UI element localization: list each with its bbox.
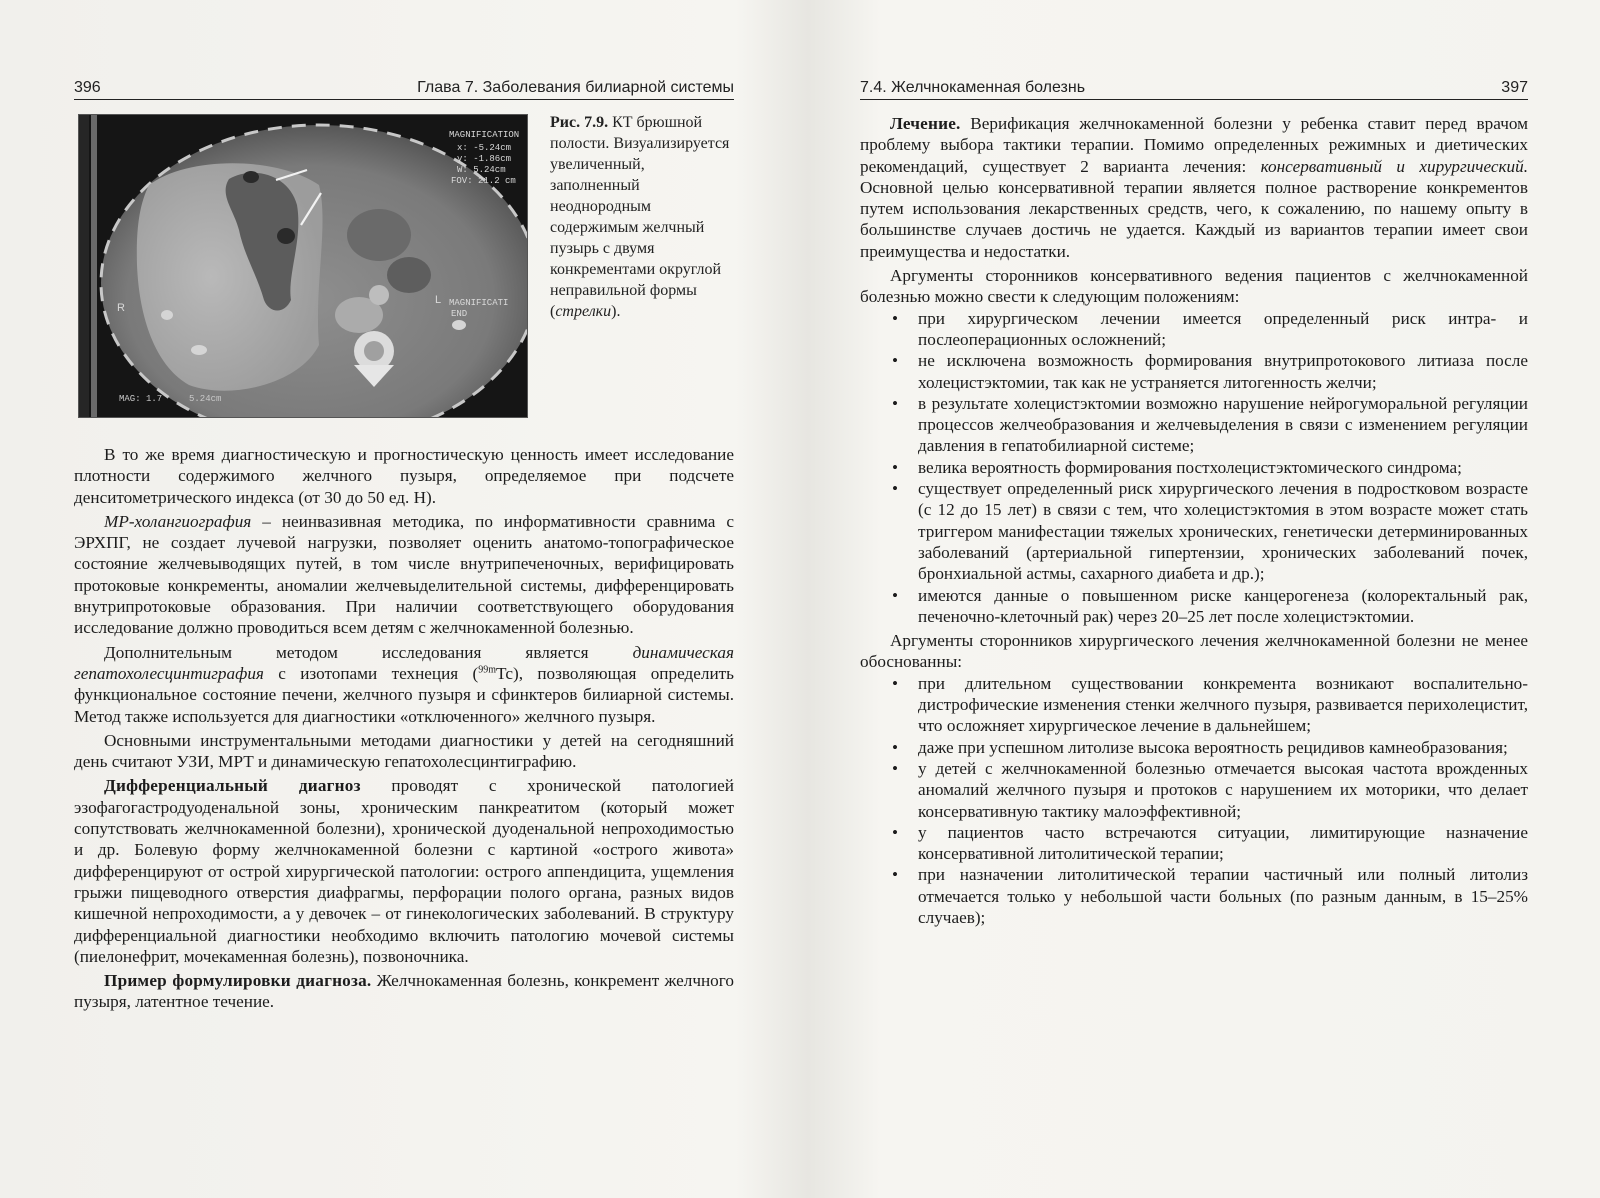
paragraph-text: ), позволяющая определить функциональное состояние печени, желчного пузыря и сфинктеров билиарной системы. Метод также используется для диагностики «отключенного» желчного пузыря. <box>74 663 734 726</box>
list-item: • при хирургическом лечении имеется определенный риск интра- и послеоперационных осложнений; <box>860 308 1528 351</box>
scan-label-end: END <box>451 309 468 319</box>
paragraph <box>74 775 734 967</box>
scan-label-r: R <box>117 302 125 314</box>
term-italic: консервативный и хирургический. <box>1260 156 1528 176</box>
surgical-arguments-list <box>860 673 1528 929</box>
scan-label-l: L <box>435 294 442 306</box>
caption-end: ). <box>611 303 621 320</box>
right-page <box>800 0 1600 1198</box>
paragraph <box>74 970 734 1013</box>
list-item: • у детей с желчнокаменной болезнью отмечается высокая частота врожденных аномалий желчного пузыря и протоков с нарушением их моторики, что делает консервативную тактику малоэффективной; <box>860 758 1528 822</box>
paragraph-text: проводят с хронической патологией эзофагогастродуоденальной зоны, хроническим панкреатитом (который может сопутствовать желчнокаменной болезни), хронической дуоденальной непроходимостью и др. Болевую форму желчнокаменной болезни с картиной «острого живота» дифференцируют от острой хирургической патологии: острого аппендицита, ущемления грыжи пищеводного отверстия диафрагмы, перфорации полого органа, разных видов кишечной непроходимости, а у девочек – от гинекологических заболеваний. В структуру дифференциальной диагностики необходимо включить патологию мочевой системы (пиелонефрит, мочекаменная болезнь), позвоночника. <box>74 776 734 966</box>
paragraph-text: Верификация желчнокаменной болезни у ребенка ставит перед врачом проблему выбора тактики терапии. Помимо определенных режимных и диетических рекомендаций, существует 2 варианта лечения: <box>860 114 1528 176</box>
list-item: • при назначении литолитической терапии частичный или полный литолиз отмечается только у небольшой части больных (по разным данным, в 15–25% случаев); <box>860 864 1528 928</box>
heading-inline: Дифференциальный диагноз <box>104 776 361 796</box>
section-title: 7.4. Желчнокаменная болезнь <box>860 79 1086 96</box>
paragraph-text: Дополнительным методом исследования является <box>104 642 633 662</box>
list-item: • в результате холецистэктомии возможно нарушение нейрогуморальной регуляции процессов желчеобразования и желчевыделения в связи с изменением регуляции давления в гепатобилиарной системе; <box>860 393 1528 457</box>
paragraph-text: Основной целью консервативной терапии является полное растворение конкрементов путем использования лекарственных средств, чего, к сожалению, по нашему опыту в большинстве случаев достичь не удается. Каждый из вариантов терапии имеет свои преимущества и недостатки. <box>860 177 1528 261</box>
scan-label-y: y: -1.86cm <box>457 154 512 164</box>
paragraph-text: – неинвазивная методика, по информативности сравнима с ЭРХПГ, не создает лучевой нагрузки, позволяет оценить анатомо-топографическое состояние желчевыводящих путей, в том числе внутрипеченочных, верифицировать протоковые конкременты, аномалии желчевыделительной системы, дифференцировать внутрипротоковые образования. При наличии соответствующего оборудования исследование должно проводиться всем детям с желчнокаменной болезнью. <box>74 511 734 638</box>
paragraph <box>860 113 1528 262</box>
scan-label-magnification: MAGNIFICATION <box>449 130 520 140</box>
chapter-title: Глава 7. Заболевания билиарной системы <box>417 79 734 96</box>
ct-scan-image <box>79 115 527 417</box>
list-item: • у пациентов часто встречаются ситуации, лимитирующие назначение консервативной литолитической терапии; <box>860 822 1528 865</box>
list-item: • не исключена возможность формирования внутрипротокового литиаза после холецистэктомии, так как не устраняется литогенность желчи; <box>860 350 1528 393</box>
caption-text: КТ брюшной полости. Визуализируется увеличенный, заполненный неоднородным содержимым желчный пузырь с двумя конкрементами округлой неправильной формы ( <box>550 114 730 320</box>
scan-label-fov: FOV: 21.2 cm <box>451 176 516 186</box>
page-number: 396 <box>74 79 101 96</box>
scan-label-magnification-2: MAGNIFICATI <box>449 298 509 308</box>
header-rule <box>860 99 1528 100</box>
heading-inline: Пример формулировки диагноза. <box>104 971 372 991</box>
page-number: 397 <box>1501 79 1528 96</box>
list-item: • существует определенный риск хирургического лечения в подростковом возрасте (с 12 до 15 лет) в связи с тем, что холецистэктомия в этом возрасте может стать триггером манифестации тяжелых хронических, генетически детерминированных заболеваний (артериальной гипертензии, хронических заболеваний почек, бронхиальной астмы, сахарного диабета и др.); <box>860 478 1528 584</box>
isotope-symbol: Tc <box>496 663 513 683</box>
term-italic: динамическая гепатохолесцинтиграфия <box>74 642 734 683</box>
paragraph <box>74 642 734 727</box>
scan-label-w: W: 5.24cm <box>457 165 506 175</box>
heading-inline: Лечение. <box>890 114 961 133</box>
ct-scan-figure <box>78 114 528 418</box>
figure-label: Рис. 7.9. <box>550 114 609 131</box>
paragraph <box>74 511 734 639</box>
running-header-right <box>860 78 1528 98</box>
term-italic: МР-холангиография <box>104 511 252 531</box>
running-header-left <box>74 78 734 98</box>
figure-caption <box>550 112 730 322</box>
list-item: • даже при успешном литолизе высока вероятность рецидивов камнеобразования; <box>860 737 1528 758</box>
isotope-superscript: 99m <box>478 664 497 676</box>
conservative-arguments-list <box>860 308 1528 627</box>
paragraph: Аргументы сторонников хирургического лечения желчнокаменной болезни не менее обоснованны: <box>860 631 1528 672</box>
paragraph: В то же время диагностическую и прогностическую ценность имеет исследование плотности содержимого желчного пузыря, определяемое при подсчете денситометрического индекса (от 30 до 50 ед. Н). <box>74 445 734 507</box>
scan-label-x: x: -5.24cm <box>457 143 512 153</box>
paragraph: Аргументы сторонников консервативного ведения пациентов с желчнокаменной болезнью можно свести к следующим положениям: <box>860 266 1528 307</box>
scan-label-mag: MAG: 1.7 <box>119 394 163 404</box>
list-item: • при длительном существовании конкремента возникают воспалительно-дистрофические изменения стенки желчного пузыря, развивается перихолецистит, что осложняет хирургическое лечение в дальнейшем; <box>860 673 1528 737</box>
paragraph: Основными инструментальными методами диагностики у детей на сегодняшний день считают УЗИ, МРТ и динамическую гепатохолесцинтиграфию. <box>74 730 734 772</box>
list-item: • велика вероятность формирования постхолецистэктомического синдрома; <box>860 457 1528 478</box>
paragraph-text: Желчнокаменная болезнь, конкремент желчного пузыря, латентное течение. <box>74 971 734 1012</box>
caption-italic: стрелки <box>555 303 612 320</box>
scan-label-scale: 5.24cm <box>189 394 222 404</box>
list-item: • имеются данные о повышенном риске канцерогенеза (колоректальный рак, печеночно-клеточный рак) через 20–25 лет после холецистэктомии. <box>860 585 1528 628</box>
header-rule <box>74 99 734 100</box>
right-body-text <box>860 113 1528 928</box>
left-body-text <box>74 444 734 1013</box>
paragraph-text: с изотопами технеция ( <box>263 663 479 683</box>
